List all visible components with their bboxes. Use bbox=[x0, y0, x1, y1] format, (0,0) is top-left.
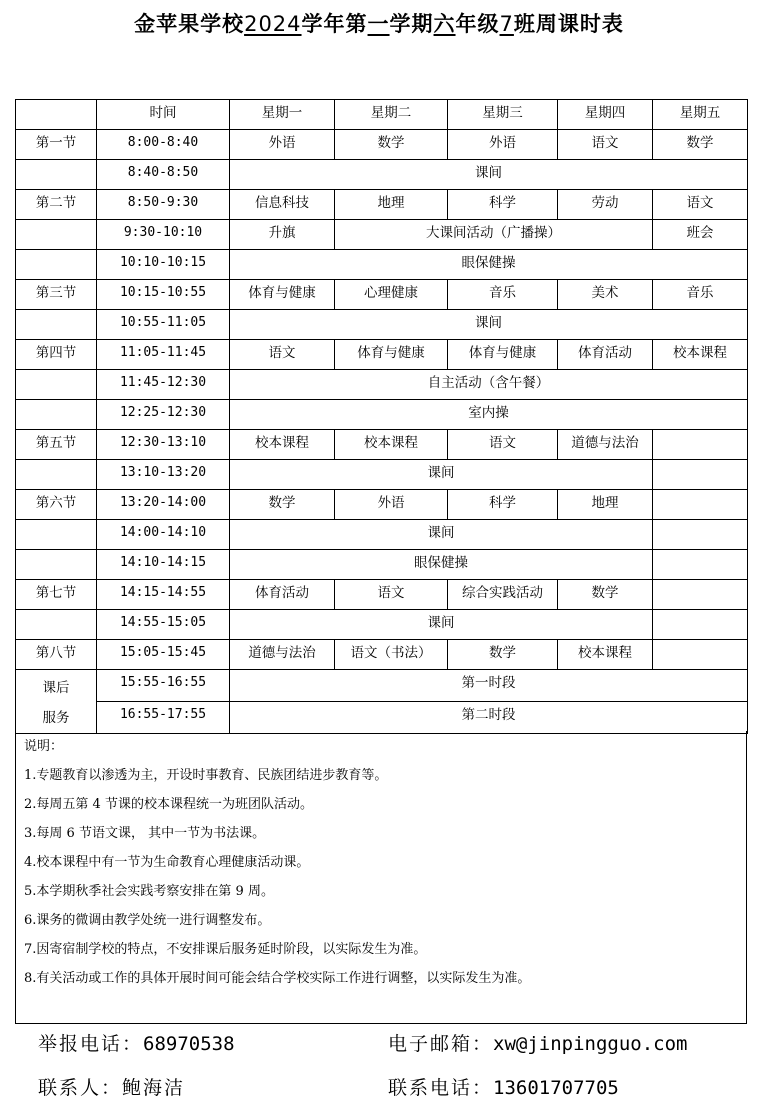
note-item: 3.每周 6 节语文课， 其中一节为书法课。 bbox=[24, 826, 266, 841]
after-school-row bbox=[16, 670, 748, 702]
table-row bbox=[16, 460, 748, 490]
after-school-label bbox=[16, 670, 97, 734]
period-cell bbox=[16, 520, 97, 550]
period-cell: 第四节 bbox=[16, 340, 97, 370]
notes-heading: 说明： bbox=[24, 739, 64, 754]
lesson-cell: 心理健康 bbox=[335, 280, 448, 310]
merged-cell: 第一时段 bbox=[230, 670, 748, 702]
merged-cell: 眼保健操 bbox=[230, 250, 748, 280]
time-cell: 10:55-11:05 bbox=[97, 310, 230, 340]
note-item: 6.课务的微调由教学处统一进行调整发布。 bbox=[24, 913, 271, 928]
grade-number: 六 bbox=[433, 12, 456, 36]
time-cell: 11:45-12:30 bbox=[97, 370, 230, 400]
column-header bbox=[16, 100, 97, 130]
notes-box bbox=[15, 731, 747, 1024]
merged-cell: 自主活动（含午餐） bbox=[230, 370, 748, 400]
column-header: 时间 bbox=[97, 100, 230, 130]
lesson-cell: 体育活动 bbox=[230, 580, 335, 610]
class-suffix: 班周课时表 bbox=[513, 12, 624, 36]
contact-phone-label: 联系电话： bbox=[388, 1077, 494, 1099]
table-row bbox=[16, 280, 748, 310]
class-number: 7 bbox=[499, 12, 514, 36]
table-row bbox=[16, 370, 748, 400]
lesson-cell: 校本课程 bbox=[653, 340, 748, 370]
term-prefix: 学年第 bbox=[301, 12, 368, 36]
note-item: 2.每周五第 4 节课的校本课程统一为班团队活动。 bbox=[24, 797, 313, 812]
lesson-cell: 升旗 bbox=[230, 220, 335, 250]
lesson-cell: 道德与法治 bbox=[558, 430, 653, 460]
note-item: 7.因寄宿制学校的特点，不安排课后服务延时阶段，以实际发生为准。 bbox=[24, 942, 427, 957]
time-cell: 15:05-15:45 bbox=[97, 640, 230, 670]
term-number: 一 bbox=[367, 12, 390, 36]
after-school-label-line: 课后 bbox=[42, 680, 70, 696]
empty-cell bbox=[653, 520, 748, 550]
lesson-cell: 数学 bbox=[558, 580, 653, 610]
period-cell bbox=[16, 550, 97, 580]
lesson-cell: 数学 bbox=[335, 130, 448, 160]
period-cell bbox=[16, 220, 97, 250]
time-cell: 12:30-13:10 bbox=[97, 430, 230, 460]
lesson-cell: 音乐 bbox=[653, 280, 748, 310]
lesson-cell bbox=[653, 490, 748, 520]
table-row bbox=[16, 130, 748, 160]
school-year: 2024 bbox=[244, 12, 302, 36]
merged-cell: 课间 bbox=[230, 160, 748, 190]
column-header: 星期二 bbox=[335, 100, 448, 130]
column-header: 星期五 bbox=[653, 100, 748, 130]
time-cell: 14:55-15:05 bbox=[97, 610, 230, 640]
table-row bbox=[16, 550, 748, 580]
lesson-cell: 体育活动 bbox=[558, 340, 653, 370]
lesson-cell: 语文 bbox=[448, 430, 558, 460]
column-header: 星期四 bbox=[558, 100, 653, 130]
period-cell bbox=[16, 160, 97, 190]
lesson-cell: 数学 bbox=[448, 640, 558, 670]
time-cell: 16:55-17:55 bbox=[97, 702, 230, 734]
table-row bbox=[16, 250, 748, 280]
lesson-cell: 体育与健康 bbox=[335, 340, 448, 370]
lesson-cell: 班会 bbox=[653, 220, 748, 250]
time-cell: 13:10-13:20 bbox=[97, 460, 230, 490]
lesson-cell: 数学 bbox=[230, 490, 335, 520]
period-cell: 第八节 bbox=[16, 640, 97, 670]
table-row bbox=[16, 580, 748, 610]
time-cell: 9:30-10:10 bbox=[97, 220, 230, 250]
after-school-label-line: 服务 bbox=[42, 710, 70, 726]
table-row bbox=[16, 400, 748, 430]
lesson-cell: 科学 bbox=[448, 490, 558, 520]
time-cell: 14:15-14:55 bbox=[97, 580, 230, 610]
note-item: 4.校本课程中有一节为生命教育心理健康活动课。 bbox=[24, 855, 310, 870]
empty-cell bbox=[653, 460, 748, 490]
lesson-cell: 体育与健康 bbox=[448, 340, 558, 370]
lesson-cell: 语文 bbox=[230, 340, 335, 370]
lesson-cell: 美术 bbox=[558, 280, 653, 310]
time-cell: 14:10-14:15 bbox=[97, 550, 230, 580]
table-header-row bbox=[16, 100, 748, 130]
period-cell: 第一节 bbox=[16, 130, 97, 160]
period-cell: 第三节 bbox=[16, 280, 97, 310]
period-cell: 第五节 bbox=[16, 430, 97, 460]
email-value[interactable]: xw@jinpingguo.com bbox=[493, 1033, 688, 1055]
merged-cell: 课间 bbox=[230, 310, 748, 340]
lesson-cell: 校本课程 bbox=[230, 430, 335, 460]
lesson-cell bbox=[653, 430, 748, 460]
term-suffix: 学期 bbox=[389, 12, 434, 36]
table-row bbox=[16, 520, 748, 550]
note-item: 5.本学期秋季社会实践考察安排在第 9 周。 bbox=[24, 884, 274, 899]
time-cell: 8:00-8:40 bbox=[97, 130, 230, 160]
report-phone-value: 68970538 bbox=[143, 1033, 235, 1055]
report-phone-line bbox=[38, 1029, 235, 1056]
lesson-cell: 数学 bbox=[653, 130, 748, 160]
period-cell bbox=[16, 400, 97, 430]
lesson-cell bbox=[653, 640, 748, 670]
time-cell: 13:20-14:00 bbox=[97, 490, 230, 520]
after-school-row bbox=[16, 702, 748, 734]
lesson-cell: 外语 bbox=[230, 130, 335, 160]
lesson-cell: 劳动 bbox=[558, 190, 653, 220]
time-cell: 10:15-10:55 bbox=[97, 280, 230, 310]
lesson-cell: 语文（书法） bbox=[335, 640, 448, 670]
lesson-cell: 体育与健康 bbox=[230, 280, 335, 310]
lesson-cell: 校本课程 bbox=[335, 430, 448, 460]
note-item: 1.专题教育以渗透为主，开设时事教育、民族团结进步教育等。 bbox=[24, 768, 388, 783]
contact-line bbox=[38, 1073, 185, 1100]
merged-cell: 大课间活动（广播操） bbox=[335, 220, 653, 250]
table-row bbox=[16, 310, 748, 340]
time-cell: 11:05-11:45 bbox=[97, 340, 230, 370]
merged-cell: 课间 bbox=[230, 610, 653, 640]
lesson-cell: 道德与法治 bbox=[230, 640, 335, 670]
lesson-cell: 音乐 bbox=[448, 280, 558, 310]
time-cell: 10:10-10:15 bbox=[97, 250, 230, 280]
page-title bbox=[0, 8, 758, 38]
schedule-table bbox=[15, 99, 748, 734]
lesson-cell: 科学 bbox=[448, 190, 558, 220]
grade-suffix: 年级 bbox=[455, 12, 500, 36]
period-cell: 第七节 bbox=[16, 580, 97, 610]
lesson-cell: 地理 bbox=[558, 490, 653, 520]
contact-label: 联系人： bbox=[38, 1077, 123, 1099]
time-cell: 8:50-9:30 bbox=[97, 190, 230, 220]
lesson-cell: 语文 bbox=[653, 190, 748, 220]
time-cell: 15:55-16:55 bbox=[97, 670, 230, 702]
time-cell: 14:00-14:10 bbox=[97, 520, 230, 550]
period-cell bbox=[16, 460, 97, 490]
period-cell bbox=[16, 250, 97, 280]
column-header: 星期一 bbox=[230, 100, 335, 130]
merged-cell: 眼保健操 bbox=[230, 550, 653, 580]
table-row bbox=[16, 430, 748, 460]
table-row bbox=[16, 190, 748, 220]
lesson-cell bbox=[653, 580, 748, 610]
lesson-cell: 外语 bbox=[448, 130, 558, 160]
contact-phone-value: 13601707705 bbox=[493, 1077, 619, 1099]
lesson-cell: 语文 bbox=[558, 130, 653, 160]
empty-cell bbox=[653, 610, 748, 640]
period-cell: 第六节 bbox=[16, 490, 97, 520]
time-cell: 8:40-8:50 bbox=[97, 160, 230, 190]
empty-cell bbox=[653, 550, 748, 580]
period-cell: 第二节 bbox=[16, 190, 97, 220]
period-cell bbox=[16, 370, 97, 400]
time-cell: 12:25-12:30 bbox=[97, 400, 230, 430]
table-row bbox=[16, 490, 748, 520]
contact-phone-line bbox=[388, 1073, 619, 1100]
merged-cell: 课间 bbox=[230, 460, 653, 490]
merged-cell: 室内操 bbox=[230, 400, 748, 430]
table-row bbox=[16, 160, 748, 190]
lesson-cell: 校本课程 bbox=[558, 640, 653, 670]
column-header: 星期三 bbox=[448, 100, 558, 130]
merged-cell: 第二时段 bbox=[230, 702, 748, 734]
school-name: 金苹果学校 bbox=[134, 12, 245, 36]
table-row bbox=[16, 220, 748, 250]
contact-name: 鲍海洁 bbox=[122, 1077, 186, 1099]
lesson-cell: 地理 bbox=[335, 190, 448, 220]
table-row bbox=[16, 340, 748, 370]
lesson-cell: 语文 bbox=[335, 580, 448, 610]
report-phone-label: 举报电话： bbox=[38, 1033, 144, 1055]
merged-cell: 课间 bbox=[230, 520, 653, 550]
email-label: 电子邮箱： bbox=[388, 1033, 494, 1055]
period-cell bbox=[16, 310, 97, 340]
table-row bbox=[16, 610, 748, 640]
note-item: 8.有关活动或工作的具体开展时间可能会结合学校实际工作进行调整，以实际发生为准。 bbox=[24, 971, 531, 986]
period-cell bbox=[16, 610, 97, 640]
lesson-cell: 外语 bbox=[335, 490, 448, 520]
lesson-cell: 信息科技 bbox=[230, 190, 335, 220]
lesson-cell: 综合实践活动 bbox=[448, 580, 558, 610]
email-line bbox=[388, 1029, 687, 1056]
table-row bbox=[16, 640, 748, 670]
